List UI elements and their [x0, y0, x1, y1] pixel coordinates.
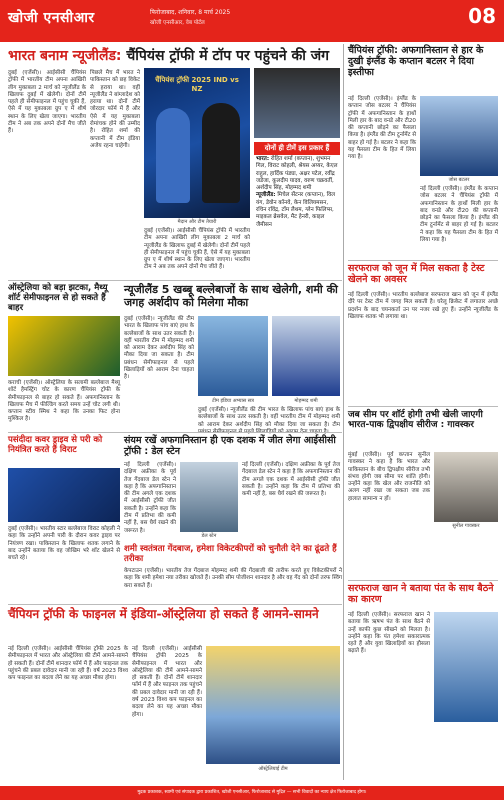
squad-india-label: भारत:	[256, 156, 270, 162]
gavaskar-photo	[434, 452, 498, 522]
nz-photo-caption-2: मोहम्मद शमी	[294, 398, 318, 404]
section-rule	[348, 406, 498, 407]
final-photo	[206, 646, 340, 764]
steyn-headline: संयम रखें अफगानिस्तान ही एक दशक में जीत लेगा आईसीसी ट्रॉफी : डेल स्टेन	[124, 435, 336, 457]
lead-body-col2: पिछले मैच में भारत ने पाकिस्तान को छह विकेट से हराया था। वहीं न्यूजीलैंड ने बांग्लादेश को हराया था। दोनों टीमें जोरदार फॉर्म में हैं और ऐसे में यह मुकाबला रोमांचक होने की उम्मीद है। रोहित शर्मा की कप्तानी में टीम इंडिया अजेय रहना चाहेगी।	[90, 70, 140, 149]
steyn-body-2: नई दिल्ली (एजेंसी)। दक्षिण अफ्रीका के पूर्व तेज गेंदबाज डेल स्टेन ने कहा है कि अफगानिस्तान की टीम अगले एक दशक में आईसीसी ट्रॉफी जीत सकती है। उन्होंने कहा कि टीम में प्रतिभा की कमी नहीं है, बस धैर्य रखने की जरूरत है।	[242, 462, 340, 498]
shami-body: केपटाउन (एजेंसी)। भारतीय तेज गेंदबाज मोहम्मद शमी की गेंदबाजी की तारीफ करते हुए विकेटकीपरों ने कहा कि शमी हमेशा नया तरीका खोजते हैं। उनकी सीम पोजीशन शानदार है और वह गेंद को दोनों तरफ स्विंग करा सकते हैं।	[124, 568, 342, 589]
gavaskar-headline: जब सीम पर शाॅर्ट होगी तभी खेली जाएगी भारत-पाक द्विपक्षीय सीरीज : गावस्कर	[348, 410, 483, 431]
web-line: खोजी एनसीआर, वेब पोर्टल	[150, 20, 205, 26]
australia-photo	[8, 316, 120, 376]
squad-nz-label: न्यूजीलैंड:	[256, 192, 276, 199]
lead-body-col3: दुबई (एजेंसी)। आईसीसी चैंपियंस ट्रॉफी में भारतीय टीम अपना आखिरी लीग मुकाबला 2 मार्च को न्यूजीलैंड के खिलाफ दुबई में खेलेगी। दोनों टीमें पहले ही सेमीफाइनल में पहुंच चुकी हैं, ऐसे में यह मुकाबला ग्रुप ए में शीर्ष स्थान के लिए खेला जाएगा। भारतीय टीम ने अब तक अपने दोनों मैच जीते हैं।	[144, 228, 250, 271]
lead-headline-part1: भारत बनाम न्यूजीलैंड:	[8, 48, 122, 64]
virat-body: दुबई (एजेंसी)। भारतीय स्टार बल्लेबाज विराट कोहली ने कहा कि उन्होंने अपनी पारी के दौरान कवर ड्राइव पर नियंत्रण रखा। पाकिस्तान के खिलाफ शतक लगाने के बाद उन्होंने बताया कि वह जोखिम भरे शॉट खेलने से बचते रहे।	[8, 526, 120, 562]
final-body-2: नई दिल्ली (एजेंसी)। आईसीसी चैंपियंस ट्रॉफी 2025 के सेमीफाइनल में भारत और ऑस्ट्रेलिया की टीमें आमने-सामने हो सकती हैं। दोनों टीमें शानदार फॉर्म में हैं और फाइनल तक पहुंचने की प्रबल दावेदार मानी जा रही हैं। वर्ष 2023 विश्व कप फाइनल का बदला लेने का यह अच्छा मौका होगा।	[132, 646, 202, 718]
section-rule	[8, 432, 342, 433]
lead-photo-2	[254, 68, 340, 138]
column-divider	[343, 44, 344, 780]
lead-photo-badge: चैंपियंस ट्रॉफी 2025 IND vs NZ	[155, 76, 239, 93]
final-headline: चैंपियन ट्रॉफी के फाइनल में इंडिया-ऑस्ट्रेलिया हो सकते हैं आमने-सामने	[8, 607, 319, 621]
masthead	[0, 0, 504, 42]
lead-headline-part2: चैंपियंस ट्रॉफी में टॉप पर पहुंचने की जंग	[121, 48, 330, 64]
lead-photo-caption: मैदान और टीम तैयारी	[177, 219, 217, 225]
virat-photo	[8, 468, 120, 522]
nz-photo	[198, 316, 268, 396]
lead-photo	[144, 68, 250, 218]
sarfaraz-headline: सरफराज को जून में मिल सकता है टेस्ट खेलने का अवसर	[348, 263, 485, 285]
section-rule	[348, 260, 498, 261]
butler-body: नई दिल्ली (एजेंसी)। इंग्लैंड के कप्तान जोस बटलर ने चैंपियंस ट्रॉफी में अफगानिस्तान के हाथों मिली हार के बाद वनडे और टी20 की कप्तानी छोड़ने का फैसला किया है। इंग्लैंड की टीम टूर्नामेंट से बाहर हो गई है। बटलर ने कहा कि यह फैसला टीम के हित में लिया गया है।	[348, 96, 416, 161]
butler-caption: जोस बटलर	[448, 177, 470, 183]
lead-headline	[8, 48, 342, 64]
lead-body: दुबई (एजेंसी)। आईसीसी चैंपियंस ट्रॉफी में भारतीय टीम अपना आखिरी लीग मुकाबला 2 मार्च को न्यूजीलैंड के खिलाफ दुबई में खेलेगी। दोनों टीमें पहले ही सेमीफाइनल में पहुंच चुकी हैं, ऐसे में यह मुकाबला ग्रुप ए में शीर्ष स्थान के लिए खेला जाएगा। भारतीय टीम ने अब तक अपने दोनों मैच जीते हैं।	[8, 70, 86, 135]
nz-body: दुबई (एजेंसी)। न्यूजीलैंड की टीम भारत के खिलाफ पांच बाएं हाथ के बल्लेबाजों के साथ उतर सकती है। वहीं भारतीय टीम में मोहम्मद शमी को आराम देकर अर्शदीप सिंह को मौका दिया जा सकता है। टीम प्रबंधन सेमीफाइनल से पहले खिलाड़ियों को आराम देना चाहता है।	[124, 316, 194, 381]
date-line: फिरोजाबाद, शनिवार, 8 मार्च 2025	[150, 9, 231, 16]
butler-photo	[420, 96, 498, 176]
steyn-photo	[180, 462, 238, 532]
gavaskar-caption: सुनील गावस्कर	[452, 523, 480, 529]
section-rule	[348, 580, 498, 581]
nz-headline: न्यूजीलैंड 5 खब्बू बल्लेबाजों के साथ खेलेगी, शमी की जगह अर्शदीप को मिलेगा मौका	[124, 283, 338, 309]
player-silhouette	[156, 108, 190, 203]
butler-headline: चैंपियंस ट्रॉफी: अफगानिस्तान से हार के दुखी इंग्लैंड के कप्तान बटलर ने दिया इस्तीफा	[348, 45, 484, 78]
sarfaraz-body: नई दिल्ली (एजेंसी)। भारतीय बल्लेबाज सरफराज खान को जून में इंग्लैंड दौरे पर टेस्ट टीम में जगह मिल सकती है। घरेलू क्रिकेट में लगातार अच्छे प्रदर्शन के बाद चयनकर्ता उन पर नजर रखे हुए हैं। उन्होंने न्यूजीलैंड के खिलाफ शतक भी लगाया था।	[348, 292, 498, 320]
section-rule	[8, 280, 342, 281]
squad-box-title: दोनों ही टीमें इस प्रकार हैं	[254, 142, 340, 155]
footer-imprint: मुद्रक प्रकाशक, स्वामी एवं संपादक द्वारा प्रकाशित, खोजी एनसीआर, फिरोजाबाद से मुद्रित — सभी विवादों का न्याय क्षेत्र फिरोजाबाद होगा।	[0, 786, 504, 800]
virat-headline: पसंदीदा कवर ड्राइव से परी को नियंत्रित करते हैं विराट	[8, 435, 103, 455]
pant-photo	[434, 612, 498, 722]
brand-title: खोजी एनसीआर	[8, 10, 95, 26]
australia-headline: ऑस्ट्रेलिया को बड़ा झटका, मैथ्यू शॉर्ट सेमीफाइनल से हो सकते हैं बाहर	[8, 283, 108, 313]
final-caption: ऑस्ट्रेलियाई टीम	[258, 766, 288, 772]
squad-nz: मिचेल सेंटनर (कप्तान), विल यंग, डेवोन कॉनवे, केन विलियमसन, रचिन रविंद्र, टॉम लैथम, ग्लेन फिलिप्स, माइकल ब्रेसवेल, मैट हेनरी, काइल जैमीसन	[256, 192, 336, 228]
squad-list	[256, 156, 340, 276]
section-rule	[8, 604, 342, 605]
squad-india: रोहित शर्मा (कप्तान), शुभमन गिल, विराट कोहली, श्रेयस अय्यर, केएल राहुल, हार्दिक पंड्या, अक्षर पटेल, रवींद्र जडेजा, कुलदीप यादव, वरुण चक्रवर्ती, अर्शदीप सिंह, मोहम्मद शमी	[256, 156, 338, 192]
nz-photo-2	[272, 316, 340, 396]
shami-headline: शमी स्वतंत्रता गेंदबाज, हमेशा विकेटकीपरों को चुनौती देने का ढूंढते हैं तरीका	[124, 544, 337, 564]
pant-headline: सरफराज खान ने बताया पंत के साथ बैठने का कारण	[348, 583, 494, 605]
player-silhouette	[202, 103, 240, 203]
australia-body: कराची (एजेंसी)। ऑस्ट्रेलिया के सलामी बल्लेबाज मैथ्यू शॉर्ट हैमस्ट्रिंग चोट के कारण चैंपियंस ट्रॉफी के सेमीफाइनल से बाहर हो सकते हैं। अफगानिस्तान के खिलाफ मैच में फील्डिंग करते समय उन्हें चोट लगी थी। कप्तान स्टीव स्मिथ ने कहा कि उनका फिट होना मुश्किल है।	[8, 380, 120, 423]
steyn-caption: डेल स्टेन	[201, 533, 217, 539]
gavaskar-body: मुंबई (एजेंसी)। पूर्व कप्तान सुनील गावस्कर ने कहा है कि भारत और पाकिस्तान के बीच द्विपक्षीय सीरीज तभी संभव होगी जब सीमा पर शांति होगी। उन्होंने कहा कि खेल और राजनीति को अलग नहीं रखा जा सकता जब तक हालात सामान्य न हों।	[348, 452, 430, 502]
butler-body-2: नई दिल्ली (एजेंसी)। इंग्लैंड के कप्तान जोस बटलर ने चैंपियंस ट्रॉफी में अफगानिस्तान के हाथों मिली हार के बाद वनडे और टी20 की कप्तानी छोड़ने का फैसला किया है। इंग्लैंड की टीम टूर्नामेंट से बाहर हो गई है। बटलर ने कहा कि यह फैसला टीम के हित में लिया गया है।	[420, 186, 498, 244]
nz-body-2: दुबई (एजेंसी)। न्यूजीलैंड की टीम भारत के खिलाफ पांच बाएं हाथ के बल्लेबाजों के साथ उतर सकती है। वहीं भारतीय टीम में मोहम्मद शमी को आराम देकर अर्शदीप सिंह को मौका दिया जा सकता है। टीम	[198, 407, 340, 428]
pant-body: नई दिल्ली (एजेंसी)। सरफराज खान ने बताया कि ऋषभ पंत के साथ बैठने से उन्हें काफी कुछ सीखने को मिलता है। उन्होंने कहा कि पंत हमेशा सकारात्मक रहते हैं और युवा खिलाड़ियों का हौसला बढ़ाते हैं।	[348, 612, 430, 655]
page-number: 08	[468, 4, 496, 28]
final-body: नई दिल्ली (एजेंसी)। आईसीसी चैंपियंस ट्रॉफी 2025 के सेमीफाइनल में भारत और ऑस्ट्रेलिया की टीमें आमने-सामने हो सकती हैं। दोनों टीमें शानदार फॉर्म में हैं और फाइनल तक पहुंचने की प्रबल दावेदार मानी जा रही हैं। वर्ष 2023 विश्व कप फाइनल का बदला लेने का यह अच्छा मौका होगा।	[8, 646, 128, 682]
nz-photo-caption: टीम इंडिया अभ्यास सत्र	[212, 398, 254, 404]
steyn-body: नई दिल्ली (एजेंसी)। दक्षिण अफ्रीका के पूर्व तेज गेंदबाज डेल स्टेन ने कहा है कि अफगानिस्तान की टीम अगले एक दशक में आईसीसी ट्रॉफी जीत सकती है। उन्होंने कहा कि टीम में प्रतिभा की कमी नहीं है, बस धैर्य रखने की जरूरत है।	[124, 462, 176, 534]
